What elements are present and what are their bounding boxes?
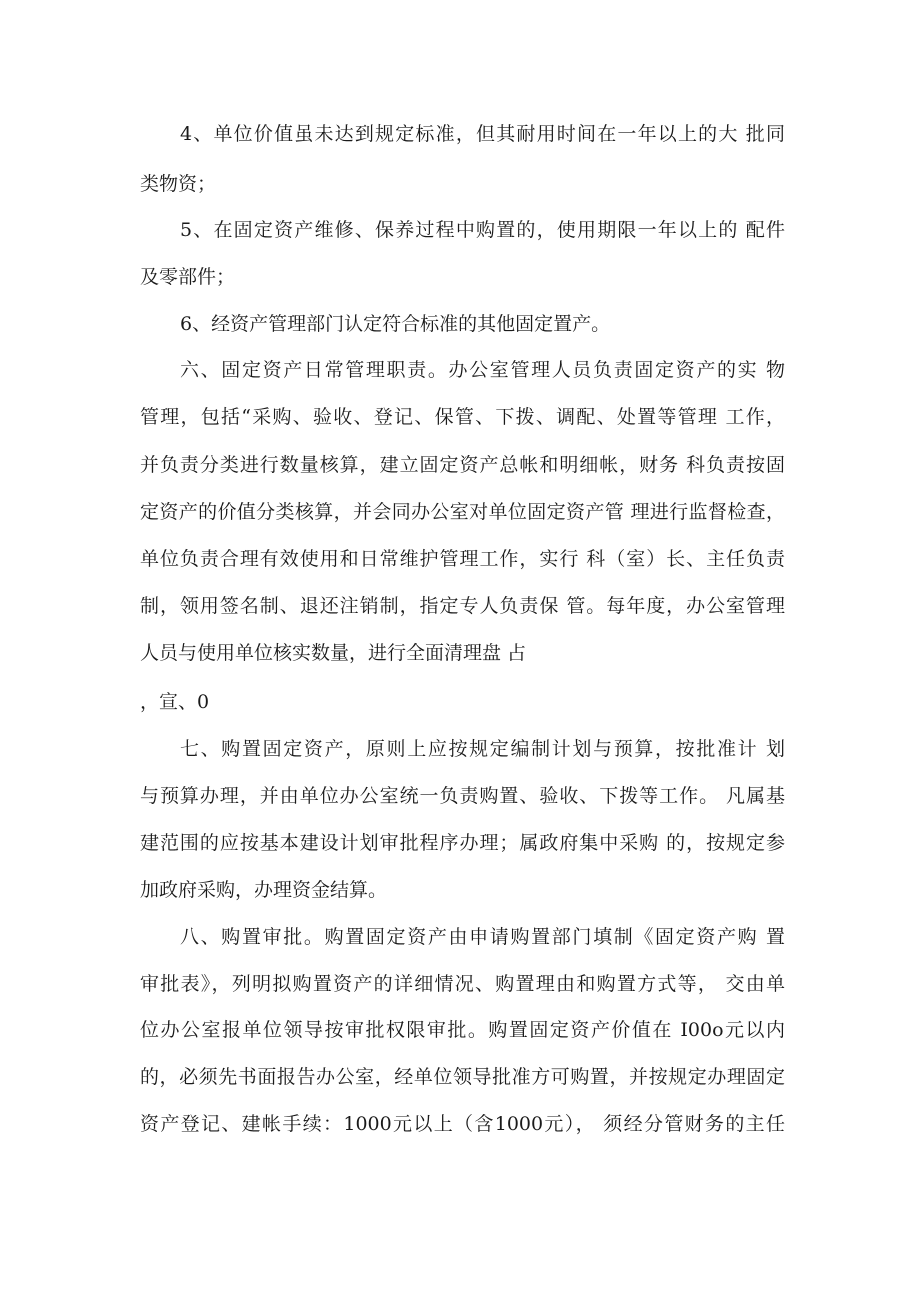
text-line: 5、在固定资产维修、保养过程中购置的，使用期限一年以上的 配件 — [180, 219, 785, 241]
text-line: 管理，包括“采购、验收、登记、保管、下拨、调配、处置等管理 工作， — [140, 406, 785, 428]
text-line: 资产登记、建帐手续：1000元以上（含1000元）， 须经分管财务的主任 — [140, 1113, 785, 1135]
text-line: 八、购置审批。购置固定资产由申请购置部门填制《固定资产购 置 — [180, 926, 785, 948]
text-line: 建范围的应按基本建设计划审批程序办理；属政府集中采购 的，按规定参 — [140, 832, 785, 854]
text-line: 类物资； — [140, 173, 217, 195]
text-line: 4、单位价值虽未达到规定标准，但其耐用时间在一年以上的大 批同 — [180, 123, 785, 145]
text-line: 六、固定资产日常管理职责。办公室管理人员负责固定资产的实 物 — [180, 359, 785, 381]
text-line: 与预算办理，并由单位办公室统一负责购置、验收、下拨等工作。 凡属基 — [140, 785, 785, 807]
text-line: 并负责分类进行数量核算，建立固定资产总帐和明细帐，财务 科负责按固 — [140, 454, 785, 476]
text-line: ，宣、0 — [140, 691, 210, 713]
text-line: 定资产的价值分类核算，并会同办公室对单位固定资产管 理进行监督检查， — [140, 501, 785, 523]
text-line: 的，必须先书面报告办公室，经单位领导批准方可购置，并按规定办理固定 — [140, 1066, 785, 1088]
text-line: 加政府采购，办理资金结算。 — [140, 879, 388, 901]
text-line: 审批表》，列明拟购置资产的详细情况、购置理由和购置方式等， 交由单 — [140, 973, 785, 995]
text-line: 6、经资产管理部门认定符合标准的其他固定置产。 — [180, 313, 611, 335]
text-line: 七、购置固定资产，原则上应按规定编制计划与预算，按批准计 划 — [180, 738, 785, 760]
text-line: 位办公室报单位领导按审批权限审批。购置固定资产价值在 I00o元以内 — [140, 1019, 785, 1041]
text-line: 制，领用签名制、退还注销制，指定专人负责保 管。每年度，办公室管理 — [140, 595, 785, 617]
text-line: 人员与使用单位核实数量，进行全面清理盘 占 — [140, 642, 527, 664]
text-line: 单位负责合理有效使用和日常维护管理工作，实行 科（室）长、主任负责 — [140, 548, 785, 570]
text-line: 及零部件； — [140, 266, 236, 288]
